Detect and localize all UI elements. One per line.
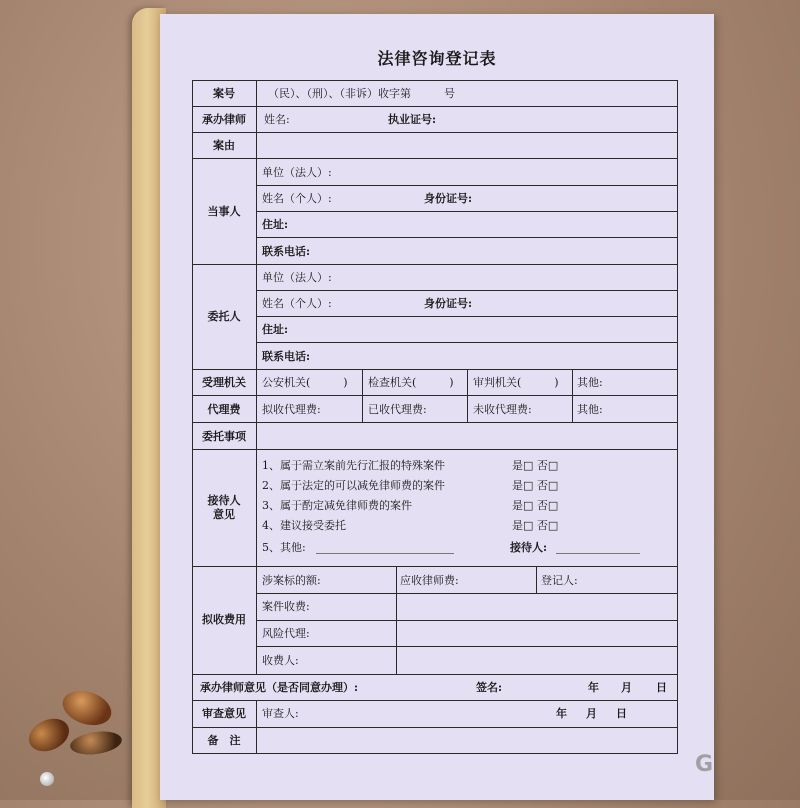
pebble-decoration [40,772,54,786]
review-label: 审查意见 [202,707,246,720]
agency-other-field[interactable]: 其他: [577,376,603,389]
reception-item: 1、属于需立案前先行汇报的特殊案件 [262,459,445,472]
row-divider [192,132,678,133]
case-fee-field[interactable]: 案件收费: [262,600,310,613]
yes-no-checkbox[interactable]: 是□ 否□ [512,499,559,512]
pebble-decoration [24,713,75,758]
signature-field[interactable]: 签名: [476,681,503,694]
agency-procuratorate-field[interactable]: 检查机关( ) [368,376,454,389]
receiver-field[interactable]: 接待人: [510,541,548,554]
case-amount-field[interactable]: 涉案标的额: [262,574,321,587]
date-day: 日 [616,707,627,720]
yes-no-checkbox[interactable]: 是□ 否□ [512,519,559,532]
row-divider [256,185,678,186]
fee-other-field[interactable]: 其他: [577,403,603,416]
form-title: 法律咨询登记表 [377,49,497,68]
column-divider [536,566,537,593]
reception-item: 2、属于法定的可以减免律师费的案件 [262,479,445,492]
party-id-field[interactable]: 身份证号: [424,192,473,205]
entrust-label: 委托事项 [202,430,246,443]
date-month: 月 [586,707,597,720]
party-phone-field[interactable]: 联系电话: [262,245,311,258]
agency-label: 受理机关 [202,376,246,389]
row-divider [256,211,678,212]
lawyer-opinion-field[interactable]: 承办律师意见（是否同意办理）: [200,681,359,694]
case-number-label: 案号 [213,87,235,100]
payee-field[interactable]: 收费人: [262,654,299,667]
row-divider [192,264,678,265]
column-divider [256,80,257,674]
column-divider [467,369,468,422]
remarks-label: 备 注 [207,734,241,747]
row-divider [192,106,678,107]
fee-label: 代理费 [207,403,241,416]
risk-agency-field[interactable]: 风险代理: [262,627,310,640]
row-divider [256,593,678,594]
row-divider [192,369,678,370]
row-divider [256,290,678,291]
date-year: 年 [556,707,567,720]
fill-in-underline[interactable] [556,553,640,554]
client-unit-field[interactable]: 单位（法人）: [262,271,332,284]
lawyer-name-field[interactable]: 姓名: [264,113,290,126]
column-divider [256,700,257,754]
client-name-field[interactable]: 姓名（个人）: [262,297,332,310]
reviewer-field[interactable]: 审查人: [262,707,299,720]
client-phone-field[interactable]: 联系电话: [262,350,311,363]
lawyer-license-field[interactable]: 执业证号: [388,113,437,126]
party-name-field[interactable]: 姓名（个人）: [262,192,332,205]
party-address-field[interactable]: 住址: [262,218,289,231]
row-divider [256,646,678,647]
cause-label: 案由 [213,139,235,152]
agency-court-field[interactable]: 审判机关( ) [473,376,559,389]
date-day: 日 [656,681,667,694]
reception-item: 4、建议接受委托 [262,519,346,532]
party-label: 当事人 [207,205,241,218]
row-divider [256,237,678,238]
row-divider [192,158,678,159]
row-divider [192,727,678,728]
registrar-field[interactable]: 登记人: [541,574,578,587]
reception-item: 3、属于酌定减免律师费的案件 [262,499,412,512]
pebble-decoration [69,728,124,757]
consultation-form-table [192,80,678,754]
fee-uncollected-field[interactable]: 未收代理费: [473,403,532,416]
column-divider [572,369,573,422]
reception-label: 接待人 [207,494,241,507]
party-unit-field[interactable]: 单位（法人）: [262,166,332,179]
client-id-field[interactable]: 身份证号: [424,297,473,310]
yes-no-checkbox[interactable]: 是□ 否□ [512,479,559,492]
case-number-field[interactable]: （民）、（刑）、（非诉）收字第 号 [268,87,455,100]
fee-planned-field[interactable]: 拟收代理费: [262,403,321,416]
fill-in-underline[interactable] [316,553,454,554]
row-divider [256,316,678,317]
lawyer-label: 承办律师 [202,113,246,126]
row-divider [256,342,678,343]
reception-item: 5、其他: [262,541,306,554]
yes-no-checkbox[interactable]: 是□ 否□ [512,459,559,472]
client-label: 委托人 [207,310,241,323]
watermark-logo: G [695,752,714,777]
reception-label-2: 意见 [213,508,235,521]
row-divider [192,422,678,423]
client-address-field[interactable]: 住址: [262,323,289,336]
row-divider [192,395,678,396]
date-year: 年 [588,681,599,694]
fee-collected-field[interactable]: 已收代理费: [368,403,427,416]
planned-fee-label: 拟收费用 [202,613,246,626]
row-divider [192,700,678,701]
lawyer-fee-due-field[interactable]: 应收律师费: [400,574,459,587]
row-divider [192,566,678,567]
column-divider [396,566,397,674]
remarks-field[interactable] [258,729,676,752]
column-divider [362,369,363,422]
row-divider [192,674,678,675]
row-divider [256,620,678,621]
date-month: 月 [621,681,632,694]
row-divider [192,449,678,450]
agency-police-field[interactable]: 公安机关( ) [262,376,348,389]
